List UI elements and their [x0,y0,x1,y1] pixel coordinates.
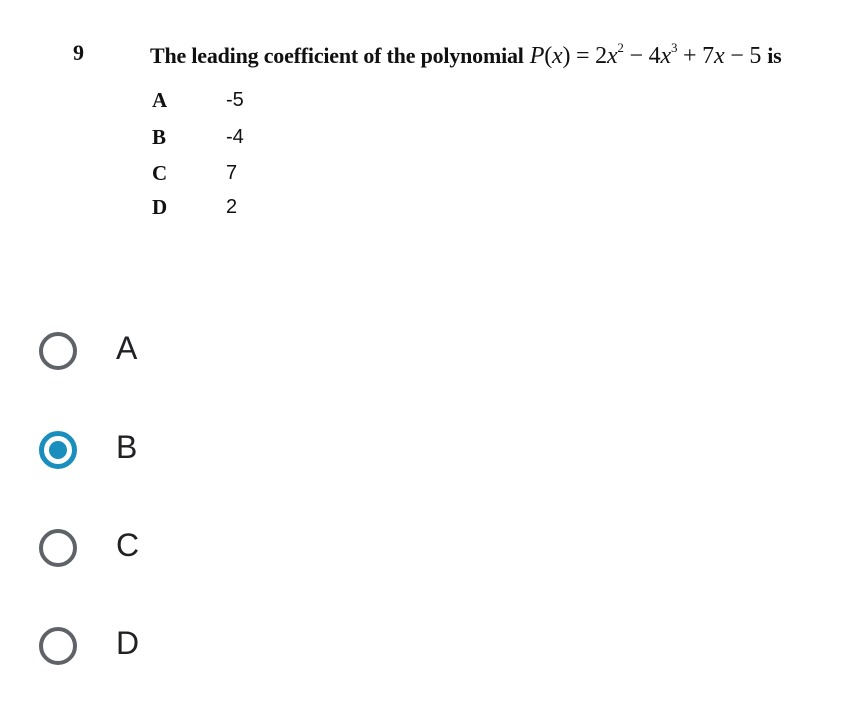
question-block [0,0,865,230]
choice-value-b: -4 [226,126,244,148]
answer-option-label: C [116,527,140,563]
radio-checked-icon[interactable] [39,431,77,469]
answer-option-label: B [116,429,138,465]
answer-option-label: A [116,330,138,366]
radio-unchecked-icon[interactable] [39,529,77,567]
polynomial-formula: $P(x) = 2x^2 - 4x^3 + 7x - 5$ [529,40,762,69]
choice-letter-b: B [152,125,167,149]
choice-letter-c: C [152,161,168,185]
radio-unchecked-icon[interactable] [39,627,77,665]
question-text [150,40,781,70]
choice-value-c: 7 [226,162,238,184]
answer-option-b[interactable] [30,415,330,485]
question-prompt: The leading coefficient of the polynomial [150,43,524,68]
choice-value-a: -5 [226,89,244,111]
choice-value-d: 2 [226,196,238,218]
choice-letter-d: D [152,195,168,219]
answer-options [0,300,865,710]
question-suffix: is [767,43,782,68]
choice-letter-a: A [152,88,168,112]
answer-option-d[interactable] [30,611,330,681]
answer-option-c[interactable] [30,513,330,583]
radio-unchecked-icon[interactable] [39,332,77,370]
answer-option-label: D [116,625,140,661]
question-number: 9 [73,40,84,65]
answer-option-a[interactable] [30,316,330,386]
